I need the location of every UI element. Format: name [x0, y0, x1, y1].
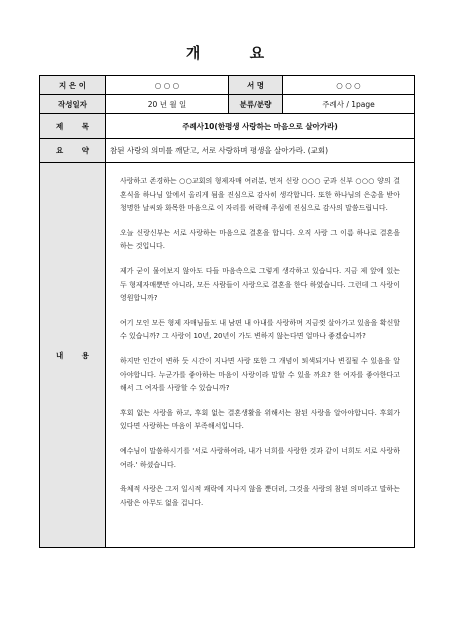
- content-paragraph: 하지만 인간이 변하 듯 시간이 지나면 사랑 또한 그 개념이 퇴색되거나 변질될 수 있음을 알아야합니다. 누군가를 좋아하는 마음이 사랑이라 말할 수 있을 까요? 한 여자를 좋아한다고 해서 그 여자를 사랑할 수 있습니까?: [120, 356, 400, 393]
- speaker-value: ○ ○ ○: [106, 76, 229, 95]
- content-label: 내 용: [40, 163, 106, 548]
- content-paragraph: 여기 모인 모든 형제 자매님들도 내 남편 내 아내를 사랑하며 지금껏 살아가고 있음을 확신할 수 있습니까? 그 사랑이 10년, 20년이 가도 변하지 않는다면 얼마나 좋겠습니까?: [120, 318, 400, 341]
- content-paragraph: 제가 굳이 물어보지 않아도 다들 마음속으로 그렇게 생각하고 있습니다. 지금 제 앞에 있는 두 형제자매뿐만 아니라, 모든 사람들이 사랑으로 결혼을 한다 하였습니다. 그런데 그 사랑이 영원합니까?: [120, 266, 400, 303]
- subject-value: 주례사10(한평생 사랑하는 마음으로 살아가라): [106, 114, 415, 139]
- content-paragraph: 오늘 신랑신부는 서로 사랑하는 마음으로 결혼을 합니다. 오직 사랑 그 이름 하나로 결혼을 하는 것입니다.: [120, 228, 400, 251]
- title-name-label: 서 명: [229, 76, 283, 95]
- doc-title: 개 요: [185, 44, 287, 62]
- summary-value: 참된 사랑의 의미를 깨닫고, 서로 사랑하며 평생을 살아가라. (교회): [106, 139, 415, 163]
- content-paragraph: 예수님이 말씀하시기를 '서로 사랑하여라, 내가 너희를 사랑한 것과 같이 너희도 서로 사랑하여라.' 하셨습니다.: [120, 446, 400, 469]
- summary-form-table: [39, 75, 415, 548]
- content-paragraph: 사랑하고 존경하는 ○○교회의 형제자매 여러분, 먼저 신랑 ○○○ 군과 신부 ○○○ 양의 결혼식을 하나님 앞에서 올리게 됨을 진심으로 감사히 생각합니다. 또한 하나님의 은총을 받아 청명한 날씨와 화목한 마음으로 이 자리를 허락해 주심에 진심으로 감사의 말씀드립니다.: [120, 177, 400, 213]
- category-value: 주례사 / 1page: [283, 95, 415, 114]
- subject-label: 제 목: [40, 114, 106, 139]
- content-paragraph: 육체적 사랑은 그저 일시적 쾌락에 지나지 않을 뿐더러, 그것을 사랑의 참된 의미라고 말하는 사람은 아무도 없을 겁니다.: [120, 485, 400, 507]
- title-name-value: ○ ○ ○: [283, 76, 415, 95]
- category-label: 분류/분량: [229, 95, 283, 114]
- date-label: 작성일자: [40, 95, 106, 114]
- content-body: [106, 163, 415, 548]
- date-value: 20 년 월 일: [106, 95, 229, 114]
- summary-label: 요 약: [40, 139, 106, 163]
- content-paragraph: 후회 없는 사랑을 하고, 후회 없는 결혼생활을 위해서는 참된 사랑을 알아야합니다. 후회가 있다면 사랑하는 마음이 부족해서입니다.: [120, 408, 400, 431]
- speaker-label: 지 은 이: [40, 76, 106, 95]
